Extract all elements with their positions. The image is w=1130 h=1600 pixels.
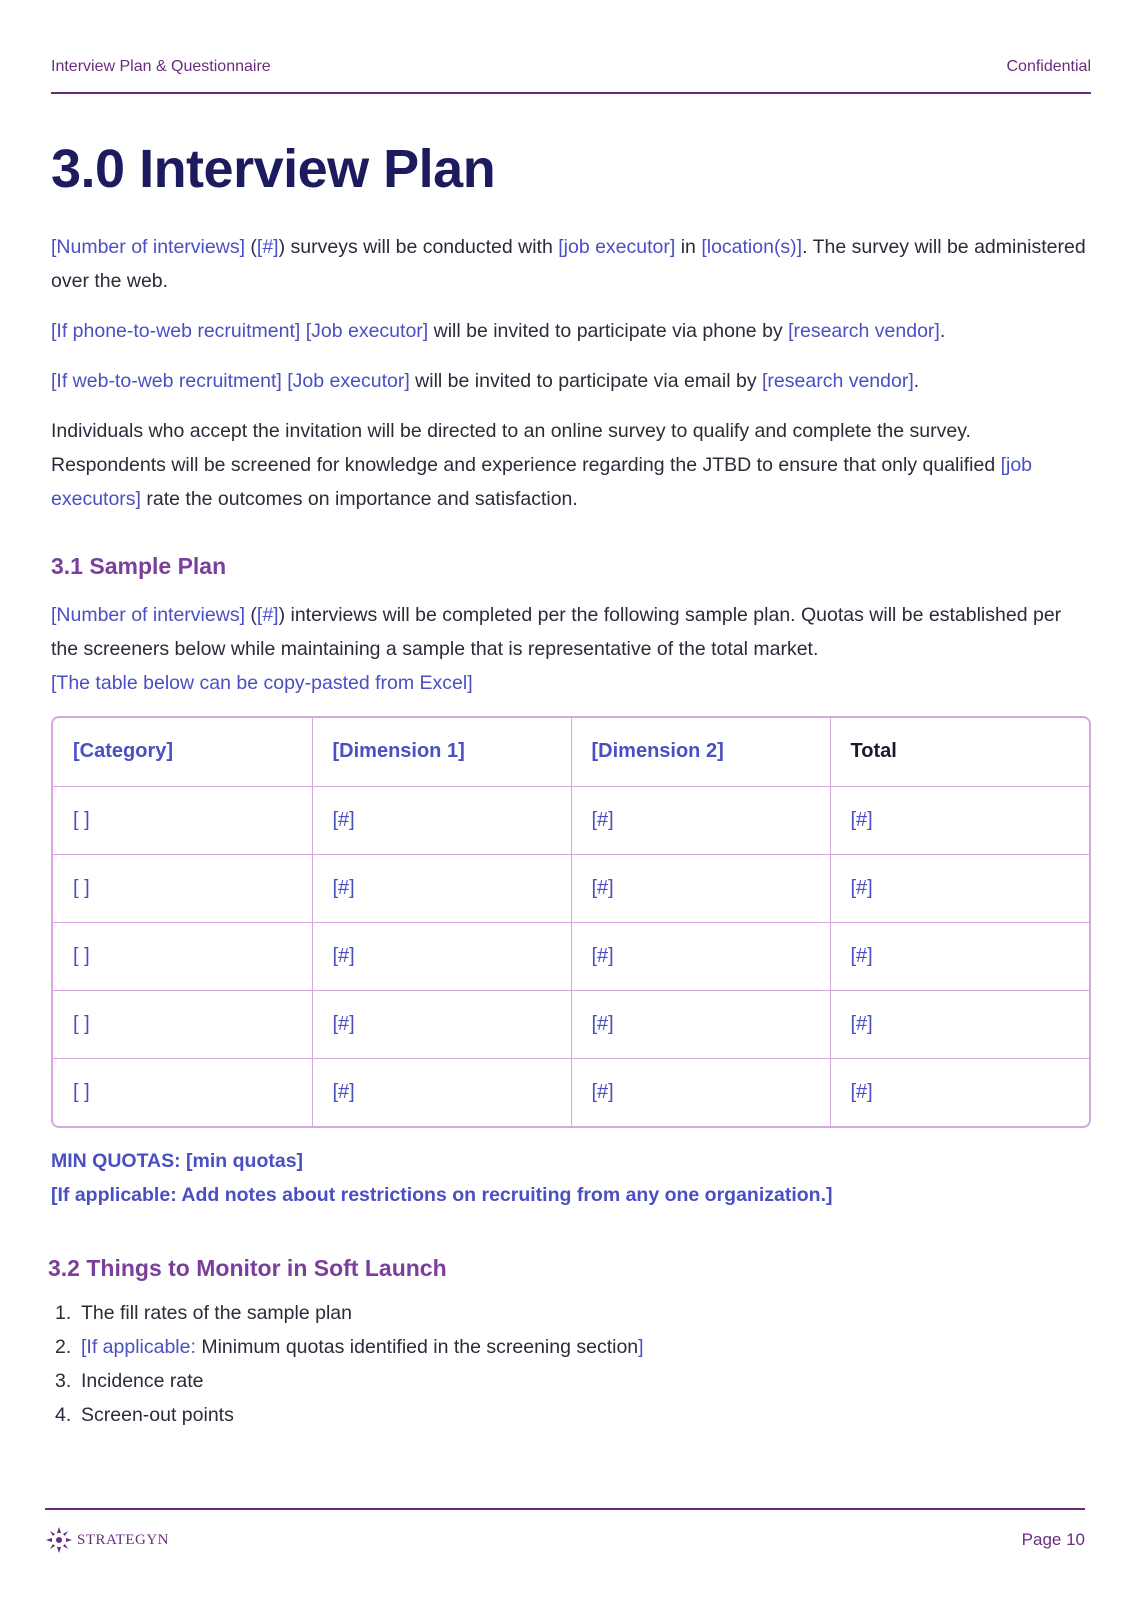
page-title: 3.0 Interview Plan (51, 139, 496, 199)
page-number: Page 10 (1021, 1530, 1085, 1549)
header-document-title: Interview Plan & Questionnaire (51, 58, 271, 75)
strategyn-logo (45, 1526, 169, 1554)
table-row (53, 922, 1089, 990)
table-cell: [ ] (53, 990, 312, 1058)
intro-paragraph-2: [If phone-to-web recruitment] [Job executor] will be invited to participate via phone by [research vendor]. (51, 320, 946, 342)
placeholder-phone-recruitment: [If phone-to-web recruitment] (51, 320, 301, 342)
sample-plan-table (51, 716, 1091, 1128)
soft-launch-list (55, 1296, 1091, 1432)
table-copy-note: [The table below can be copy-pasted from Excel] (51, 672, 473, 694)
placeholder-research-vendor: [research vendor] (762, 370, 914, 392)
table-header-dimension-1: [Dimension 1] (312, 718, 571, 786)
table-cell: [#] (571, 990, 830, 1058)
table-cell: [#] (312, 854, 571, 922)
page-footer (45, 1522, 1085, 1558)
placeholder-job-executor: [Job executor] (287, 370, 410, 392)
placeholder-web-recruitment: [If web-to-web recruitment] (51, 370, 282, 392)
page-content (48, 136, 1091, 1432)
placeholder-research-vendor: [research vendor] (788, 320, 940, 342)
quota-notes (51, 1144, 1091, 1212)
header-confidential-label: Confidential (1006, 58, 1091, 75)
placeholder-job-executors: [job executors] (51, 454, 1033, 510)
table-cell: [#] (830, 854, 1089, 922)
placeholder-count: [#] (256, 604, 279, 626)
list-item: 3. Incidence rate (55, 1370, 204, 1392)
table-cell: [#] (571, 854, 830, 922)
table-row (53, 1058, 1089, 1126)
table-cell: [#] (830, 922, 1089, 990)
page-header (51, 58, 1091, 94)
logo-wordmark: STRATEGYN (77, 1531, 170, 1548)
table-header-category: [Category] (53, 718, 312, 786)
section-heading-sample-plan: 3.1 Sample Plan (51, 553, 227, 579)
table-cell: [ ] (53, 1058, 312, 1126)
intro-paragraph-4: Individuals who accept the invitation will be directed to an online survey to qualify and complete the survey. Respondents will be screened for knowledge and experience regarding the JTBD to ensure that only qualified [job executors] rate the outcomes on importance and satisfaction. (51, 420, 1033, 510)
table-row (53, 990, 1089, 1058)
intro-paragraph-3: [If web-to-web recruitment] [Job executor] will be invited to participate via email by [research vendor]. (51, 370, 920, 392)
table-cell: [#] (571, 1058, 830, 1126)
strategyn-logo-icon (45, 1526, 73, 1554)
placeholder-job-executor: [Job executor] (305, 320, 429, 342)
list-item: 4. Screen-out points (55, 1404, 234, 1426)
sample-plan-paragraph: [Number of interviews] ([#]) interviews will be completed per the following sample plan. Quotas will be established per the screeners below while maintaining a sample that is representative of the total market. (51, 604, 1062, 660)
footer-divider (45, 1508, 1085, 1510)
table-cell: [#] (312, 990, 571, 1058)
table-row (53, 854, 1089, 922)
table-row (53, 786, 1089, 854)
section-heading-soft-launch: 3.2 Things to Monitor in Soft Launch (48, 1255, 447, 1281)
placeholder-location: [location(s)] (701, 236, 803, 258)
table-cell: [#] (571, 786, 830, 854)
placeholder-job-executor: [job executor] (558, 236, 676, 258)
placeholder-count: [#] (256, 236, 279, 258)
recruiting-restrictions-line: [If applicable: Add notes about restrictions on recruiting from any one organization.] (51, 1184, 833, 1206)
table-cell: [#] (830, 786, 1089, 854)
table-cell: [#] (571, 922, 830, 990)
placeholder-number-of-interviews: [Number of interviews] (51, 236, 245, 258)
table-cell: [#] (312, 1058, 571, 1126)
table-cell: [ ] (53, 854, 312, 922)
list-item: 1. The fill rates of the sample plan (55, 1302, 352, 1324)
table-header-total: Total (830, 718, 1089, 786)
table-cell: [ ] (53, 786, 312, 854)
min-quotas-line: MIN QUOTAS: [min quotas] (51, 1150, 304, 1172)
placeholder-number-of-interviews: [Number of interviews] (51, 604, 245, 626)
table-cell: [#] (830, 990, 1089, 1058)
table-header-dimension-2: [Dimension 2] (571, 718, 830, 786)
intro-paragraph-1: [Number of interviews] ([#]) surveys will be conducted with [job executor] in [location(s)]. The survey will be administered over the web. (51, 236, 1086, 292)
table-header-row (53, 718, 1089, 786)
list-item: 2. [If applicable: Minimum quotas identified in the screening section] (55, 1336, 644, 1358)
table-cell: [#] (312, 786, 571, 854)
table-cell: [ ] (53, 922, 312, 990)
table-cell: [#] (850, 1080, 873, 1103)
table-cell: [#] (312, 922, 571, 990)
